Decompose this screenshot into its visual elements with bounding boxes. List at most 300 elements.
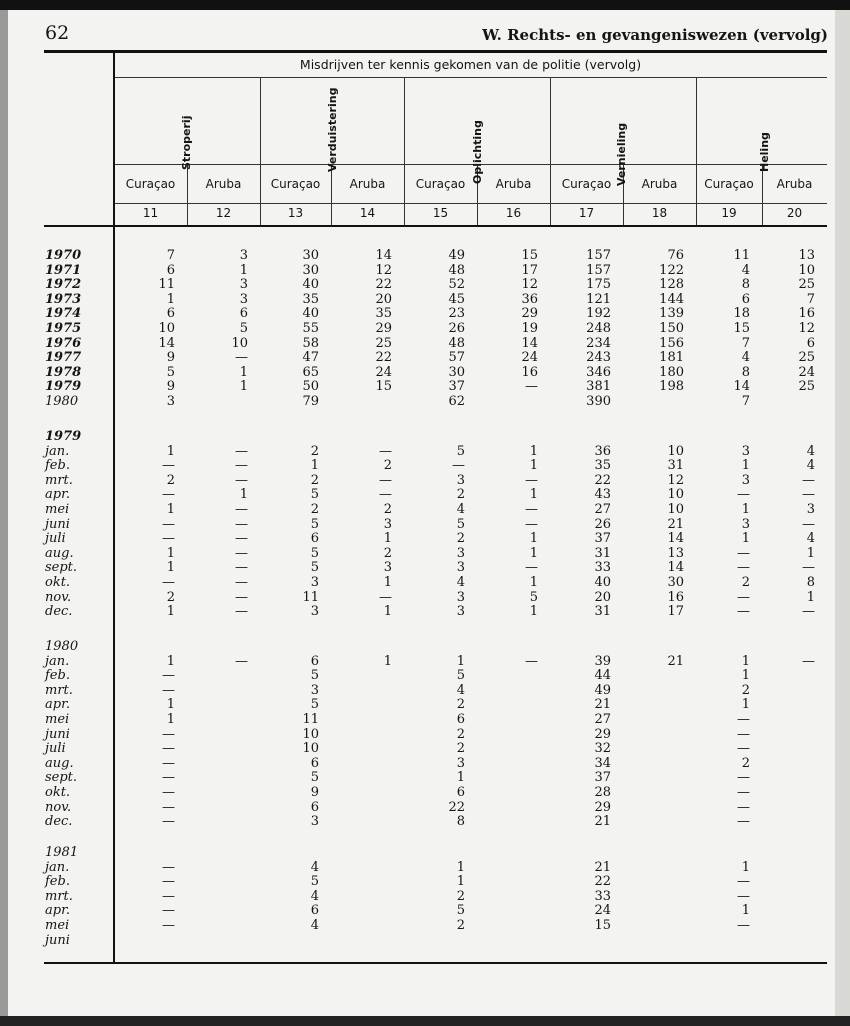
row-label: juli	[45, 741, 66, 757]
table-row	[40, 934, 830, 949]
table-cell: 14	[667, 531, 684, 547]
row-label: 1975	[45, 320, 82, 336]
table-cell: —	[737, 589, 750, 605]
table-cell: 5	[456, 443, 465, 459]
table-cell: 3	[239, 248, 248, 263]
table-cell: 346	[586, 364, 611, 380]
table-cell: 5	[310, 516, 319, 532]
table-cell: 24	[521, 350, 538, 366]
table-row	[40, 459, 830, 474]
table-row	[40, 249, 830, 264]
table-cell: 26	[448, 320, 465, 336]
table-cell: 24	[594, 903, 611, 919]
table-cell: 2	[310, 472, 319, 488]
row-label: 1970	[45, 248, 82, 263]
table-cell: 12	[798, 320, 815, 336]
table-cell: —	[737, 545, 750, 561]
table-cell: 2	[741, 574, 750, 590]
table-cell: 157	[586, 262, 611, 278]
table-cell: 31	[594, 545, 611, 561]
table-row	[40, 278, 830, 293]
table-cell: 25	[798, 379, 815, 395]
table-cell: 39	[594, 653, 611, 669]
table-row	[40, 890, 830, 905]
table-row	[40, 307, 830, 322]
table-cell: 381	[586, 379, 611, 395]
table-cell: 19	[521, 320, 538, 336]
table-cell: 5	[456, 516, 465, 532]
table-cell: 1	[529, 443, 538, 459]
table-cell: —	[162, 741, 175, 757]
table-cell: —	[235, 545, 248, 561]
table-cell: 15	[594, 917, 611, 933]
top-rule	[44, 50, 827, 53]
row-label: mrt.	[45, 888, 73, 904]
table-row	[40, 919, 830, 934]
table-row	[40, 904, 830, 919]
table-cell: 3	[239, 291, 248, 307]
table-cell: 128	[659, 277, 684, 293]
table-cell: 9	[166, 350, 175, 366]
column-label: Curaçao	[704, 177, 754, 191]
table-cell: 3	[806, 501, 815, 517]
table-cell: —	[737, 799, 750, 815]
row-label: okt.	[45, 574, 71, 590]
bottom-rule	[44, 962, 827, 964]
table-cell: 6	[741, 291, 750, 307]
table-cell: 4	[310, 888, 319, 904]
table-cell: 2	[456, 726, 465, 742]
table-cell: 76	[667, 248, 684, 263]
table-cell: 47	[302, 350, 319, 366]
table-cell: 2	[741, 755, 750, 771]
table-cell: 29	[375, 320, 392, 336]
table-cell: 1	[741, 531, 750, 547]
table-cell: 1	[383, 574, 392, 590]
table-cell: 7	[166, 248, 175, 263]
table-cell: 1	[741, 903, 750, 919]
table-cell: 37	[594, 531, 611, 547]
table-row	[40, 655, 830, 670]
table-cell: —	[162, 917, 175, 933]
table-cell: 36	[594, 443, 611, 459]
table-cell: 49	[448, 248, 465, 263]
table-cell: 144	[659, 291, 684, 307]
table-cell: 31	[594, 604, 611, 620]
table-cell: —	[525, 379, 538, 395]
table-cell: 35	[302, 291, 319, 307]
table-cell: 21	[667, 516, 684, 532]
table-cell: 2	[310, 501, 319, 517]
table-cell: 5	[310, 874, 319, 890]
super-header: Misdrijven ter kennis gekomen van de politie (vervolg)	[299, 57, 642, 72]
table-cell: —	[235, 589, 248, 605]
table-cell: 8	[741, 277, 750, 293]
table-cell: 10	[158, 320, 175, 336]
table-cell: 1	[166, 501, 175, 517]
table-row	[40, 366, 830, 381]
table-cell: 17	[521, 262, 538, 278]
table-cell: 13	[667, 545, 684, 561]
section-label-row	[40, 430, 830, 445]
table-cell: —	[162, 726, 175, 742]
table-cell: —	[525, 516, 538, 532]
table-cell: —	[162, 814, 175, 830]
row-label: apr.	[45, 487, 70, 503]
table-cell: —	[162, 799, 175, 815]
table-cell: 23	[448, 306, 465, 322]
table-cell: 2	[383, 458, 392, 474]
column-number: 16	[505, 206, 522, 220]
table-cell: 10	[302, 726, 319, 742]
table-cell: 181	[659, 350, 684, 366]
table-cell: 1	[529, 458, 538, 474]
table-cell: 21	[594, 814, 611, 830]
table-cell: 25	[798, 350, 815, 366]
table-cell: 48	[448, 335, 465, 351]
table-cell: 15	[521, 248, 538, 263]
table-cell: 5	[310, 770, 319, 786]
row-label: 1977	[45, 350, 82, 366]
table-cell: 1	[166, 560, 175, 576]
table-cell: —	[802, 487, 815, 503]
table-cell: —	[235, 560, 248, 576]
table-row	[40, 684, 830, 699]
column-number: 20	[786, 206, 803, 220]
table-cell: 1	[529, 531, 538, 547]
row-label: mrt.	[45, 472, 73, 488]
table-cell: —	[802, 516, 815, 532]
table-cell: 14	[375, 248, 392, 263]
table-cell: 11	[733, 248, 750, 263]
table-cell: 20	[375, 291, 392, 307]
table-cell: 243	[586, 350, 611, 366]
table-cell: 2	[166, 472, 175, 488]
table-cell: 5	[529, 589, 538, 605]
table-row	[40, 264, 830, 279]
table-cell: 248	[586, 320, 611, 336]
table-cell: —	[162, 755, 175, 771]
row-label: apr.	[45, 903, 70, 919]
row-label: 1980	[45, 393, 79, 409]
table-cell: 11	[302, 589, 319, 605]
table-cell: —	[162, 668, 175, 684]
table-cell: 50	[302, 379, 319, 395]
table-cell: 2	[456, 741, 465, 757]
table-cell: 22	[594, 472, 611, 488]
table-row	[40, 395, 830, 410]
table-row	[40, 445, 830, 460]
table-cell: 1	[239, 487, 248, 503]
table-row	[40, 815, 830, 830]
table-cell: 28	[594, 784, 611, 800]
table-cell: —	[737, 487, 750, 503]
table-cell: 9	[310, 784, 319, 800]
table-cell: 14	[521, 335, 538, 351]
table-cell: —	[737, 784, 750, 800]
table-cell: 3	[166, 393, 175, 409]
row-label: feb.	[45, 874, 70, 890]
table-cell: 1	[741, 859, 750, 875]
table-cell: 33	[594, 560, 611, 576]
column-label: Aruba	[205, 177, 242, 191]
table-cell: 34	[594, 755, 611, 771]
table-cell: 35	[375, 306, 392, 322]
table-cell: 5	[310, 697, 319, 713]
table-cell: 1	[166, 604, 175, 620]
table-cell: 44	[594, 668, 611, 684]
table-cell: 9	[166, 379, 175, 395]
table-cell: —	[737, 711, 750, 727]
table-cell: 21	[594, 859, 611, 875]
column-label: Aruba	[641, 177, 678, 191]
table-cell: 12	[667, 472, 684, 488]
table-cell: 3	[310, 682, 319, 698]
table-cell: 2	[310, 443, 319, 459]
table-cell: 2	[456, 531, 465, 547]
row-label: 1978	[45, 364, 82, 380]
table-cell: —	[162, 874, 175, 890]
table-row	[40, 547, 830, 562]
table-row	[40, 351, 830, 366]
table-cell: 1	[529, 545, 538, 561]
table-cell: 2	[456, 487, 465, 503]
table-cell: 24	[375, 364, 392, 380]
table-cell: 4	[456, 682, 465, 698]
table-cell: 17	[667, 604, 684, 620]
table-cell: 10	[667, 501, 684, 517]
table-cell: 3	[741, 472, 750, 488]
table-cell: 40	[302, 277, 319, 293]
table-row	[40, 786, 830, 801]
section-label-row	[40, 640, 830, 655]
row-label: okt.	[45, 784, 71, 800]
table-cell: —	[162, 784, 175, 800]
scan-right-edge	[835, 10, 850, 1026]
table-cell: 6	[310, 799, 319, 815]
row-label: jan.	[45, 653, 70, 669]
table-cell: 35	[594, 458, 611, 474]
table-cell: 37	[448, 379, 465, 395]
table-cell: 52	[448, 277, 465, 293]
table-cell: 57	[448, 350, 465, 366]
table-cell: 5	[166, 364, 175, 380]
row-label: feb.	[45, 668, 70, 684]
table-cell: —	[162, 574, 175, 590]
table-cell: 25	[798, 277, 815, 293]
table-cell: 180	[659, 364, 684, 380]
row-label: 1979	[45, 379, 82, 395]
row-label: 1976	[45, 335, 82, 351]
table-cell: —	[525, 653, 538, 669]
column-number: 12	[215, 206, 232, 220]
column-label: Curaçao	[270, 177, 321, 191]
table-cell: —	[737, 888, 750, 904]
row-label: 1974	[45, 306, 82, 322]
table-row	[40, 488, 830, 503]
table-cell: 192	[586, 306, 611, 322]
table-cell: 5	[239, 320, 248, 336]
table-cell: 1	[456, 859, 465, 875]
table-cell: —	[737, 874, 750, 890]
table-cell: 12	[521, 277, 538, 293]
table-cell: 5	[310, 545, 319, 561]
table-cell: —	[235, 604, 248, 620]
table-cell: —	[379, 443, 392, 459]
row-label: dec.	[45, 814, 73, 830]
table-cell: 7	[806, 291, 815, 307]
table-cell: 7	[741, 393, 750, 409]
table-cell: 15	[733, 320, 750, 336]
table-cell: —	[737, 604, 750, 620]
table-cell: 4	[741, 262, 750, 278]
table-cell: —	[162, 770, 175, 786]
table-cell: 10	[667, 443, 684, 459]
table-row	[40, 669, 830, 684]
table-cell: 3	[456, 545, 465, 561]
table-cell: 6	[310, 653, 319, 669]
table-cell: 24	[798, 364, 815, 380]
table-cell: 1	[383, 531, 392, 547]
table-cell: —	[737, 917, 750, 933]
table-cell: 79	[302, 393, 319, 409]
table-cell: 4	[806, 531, 815, 547]
table-cell: 30	[448, 364, 465, 380]
table-cell: —	[802, 653, 815, 669]
table-cell: 21	[594, 697, 611, 713]
table-cell: 14	[667, 560, 684, 576]
table-cell: —	[235, 574, 248, 590]
table-cell: 29	[521, 306, 538, 322]
table-row	[40, 380, 830, 395]
table-cell: 29	[594, 726, 611, 742]
row-label: 1972	[45, 277, 82, 293]
column-label: Aruba	[776, 177, 813, 191]
table-cell: —	[235, 472, 248, 488]
table-cell: 156	[659, 335, 684, 351]
table-cell: 4	[310, 917, 319, 933]
table-row	[40, 591, 830, 606]
table-cell: 26	[594, 516, 611, 532]
table-cell: 15	[375, 379, 392, 395]
table-cell: —	[235, 443, 248, 459]
table-cell: 4	[310, 859, 319, 875]
row-label: feb.	[45, 458, 70, 474]
table-cell: 4	[806, 443, 815, 459]
table-row	[40, 605, 830, 620]
table-cell: 43	[594, 487, 611, 503]
table-cell: 55	[302, 320, 319, 336]
table-cell: —	[235, 501, 248, 517]
table-section	[40, 430, 830, 620]
column-label: Curaçao	[561, 177, 612, 191]
table-cell: 40	[302, 306, 319, 322]
table-cell: 1	[741, 501, 750, 517]
row-label: juni	[45, 932, 70, 948]
row-label: jan.	[45, 859, 70, 875]
table-cell: 2	[166, 589, 175, 605]
row-label: nov.	[45, 799, 72, 815]
table-cell: —	[737, 560, 750, 576]
super-header-rule	[115, 77, 827, 78]
table-cell: 65	[302, 364, 319, 380]
table-cell: —	[525, 501, 538, 517]
table-cell: —	[162, 531, 175, 547]
table-cell: 1	[741, 458, 750, 474]
table-cell: 22	[448, 799, 465, 815]
section-year-label: 1981	[45, 845, 79, 860]
table-row	[40, 728, 830, 743]
row-label: 1973	[45, 291, 82, 307]
table-cell: 1	[741, 697, 750, 713]
row-label: nov.	[45, 589, 72, 605]
column-label: Curaçao	[415, 177, 466, 191]
category-label-heling: Heling	[758, 132, 771, 172]
table-cell: 1	[166, 711, 175, 727]
table-cell: 3	[310, 814, 319, 830]
table-cell: 36	[521, 291, 538, 307]
table-cell: 2	[741, 682, 750, 698]
table-cell: 3	[456, 560, 465, 576]
row-label: dec.	[45, 604, 73, 620]
table-cell: 4	[806, 458, 815, 474]
column-number: 14	[359, 206, 376, 220]
table-cell: 27	[594, 711, 611, 727]
table-cell: 2	[456, 888, 465, 904]
row-label: juni	[45, 516, 70, 532]
table-cell: 3	[741, 443, 750, 459]
category-label-oplichting: Oplichting	[471, 120, 484, 184]
table-cell: —	[162, 859, 175, 875]
table-cell: 20	[594, 589, 611, 605]
row-label: 1971	[45, 262, 82, 278]
table-cell: 6	[166, 306, 175, 322]
table-cell: —	[235, 458, 248, 474]
table-cell: —	[379, 589, 392, 605]
scan-top-border	[0, 0, 850, 10]
table-cell: 22	[375, 350, 392, 366]
table-cell: 11	[302, 711, 319, 727]
table-cell: 14	[733, 379, 750, 395]
row-label: mrt.	[45, 682, 73, 698]
table-cell: —	[235, 350, 248, 366]
table-cell: 18	[733, 306, 750, 322]
table-row	[40, 771, 830, 786]
table-cell: 1	[456, 874, 465, 890]
table-cell: 139	[659, 306, 684, 322]
category-label-verduistering: Verduistering	[326, 87, 339, 172]
table-cell: 1	[383, 653, 392, 669]
column-label: Aruba	[349, 177, 386, 191]
table-row	[40, 698, 830, 713]
table-cell: —	[162, 516, 175, 532]
table-cell: 22	[594, 874, 611, 890]
table-cell: 3	[310, 574, 319, 590]
table-cell: 14	[158, 335, 175, 351]
table-cell: 157	[586, 248, 611, 263]
table-cell: —	[452, 458, 465, 474]
table-section	[40, 640, 830, 830]
table-cell: 30	[302, 262, 319, 278]
table-cell: —	[737, 741, 750, 757]
table-cell: 8	[741, 364, 750, 380]
table-row	[40, 576, 830, 591]
table-cell: 10	[798, 262, 815, 278]
table-cell: 29	[594, 799, 611, 815]
table-cell: 1	[456, 653, 465, 669]
table-cell: 30	[667, 574, 684, 590]
table-cell: 6	[166, 262, 175, 278]
